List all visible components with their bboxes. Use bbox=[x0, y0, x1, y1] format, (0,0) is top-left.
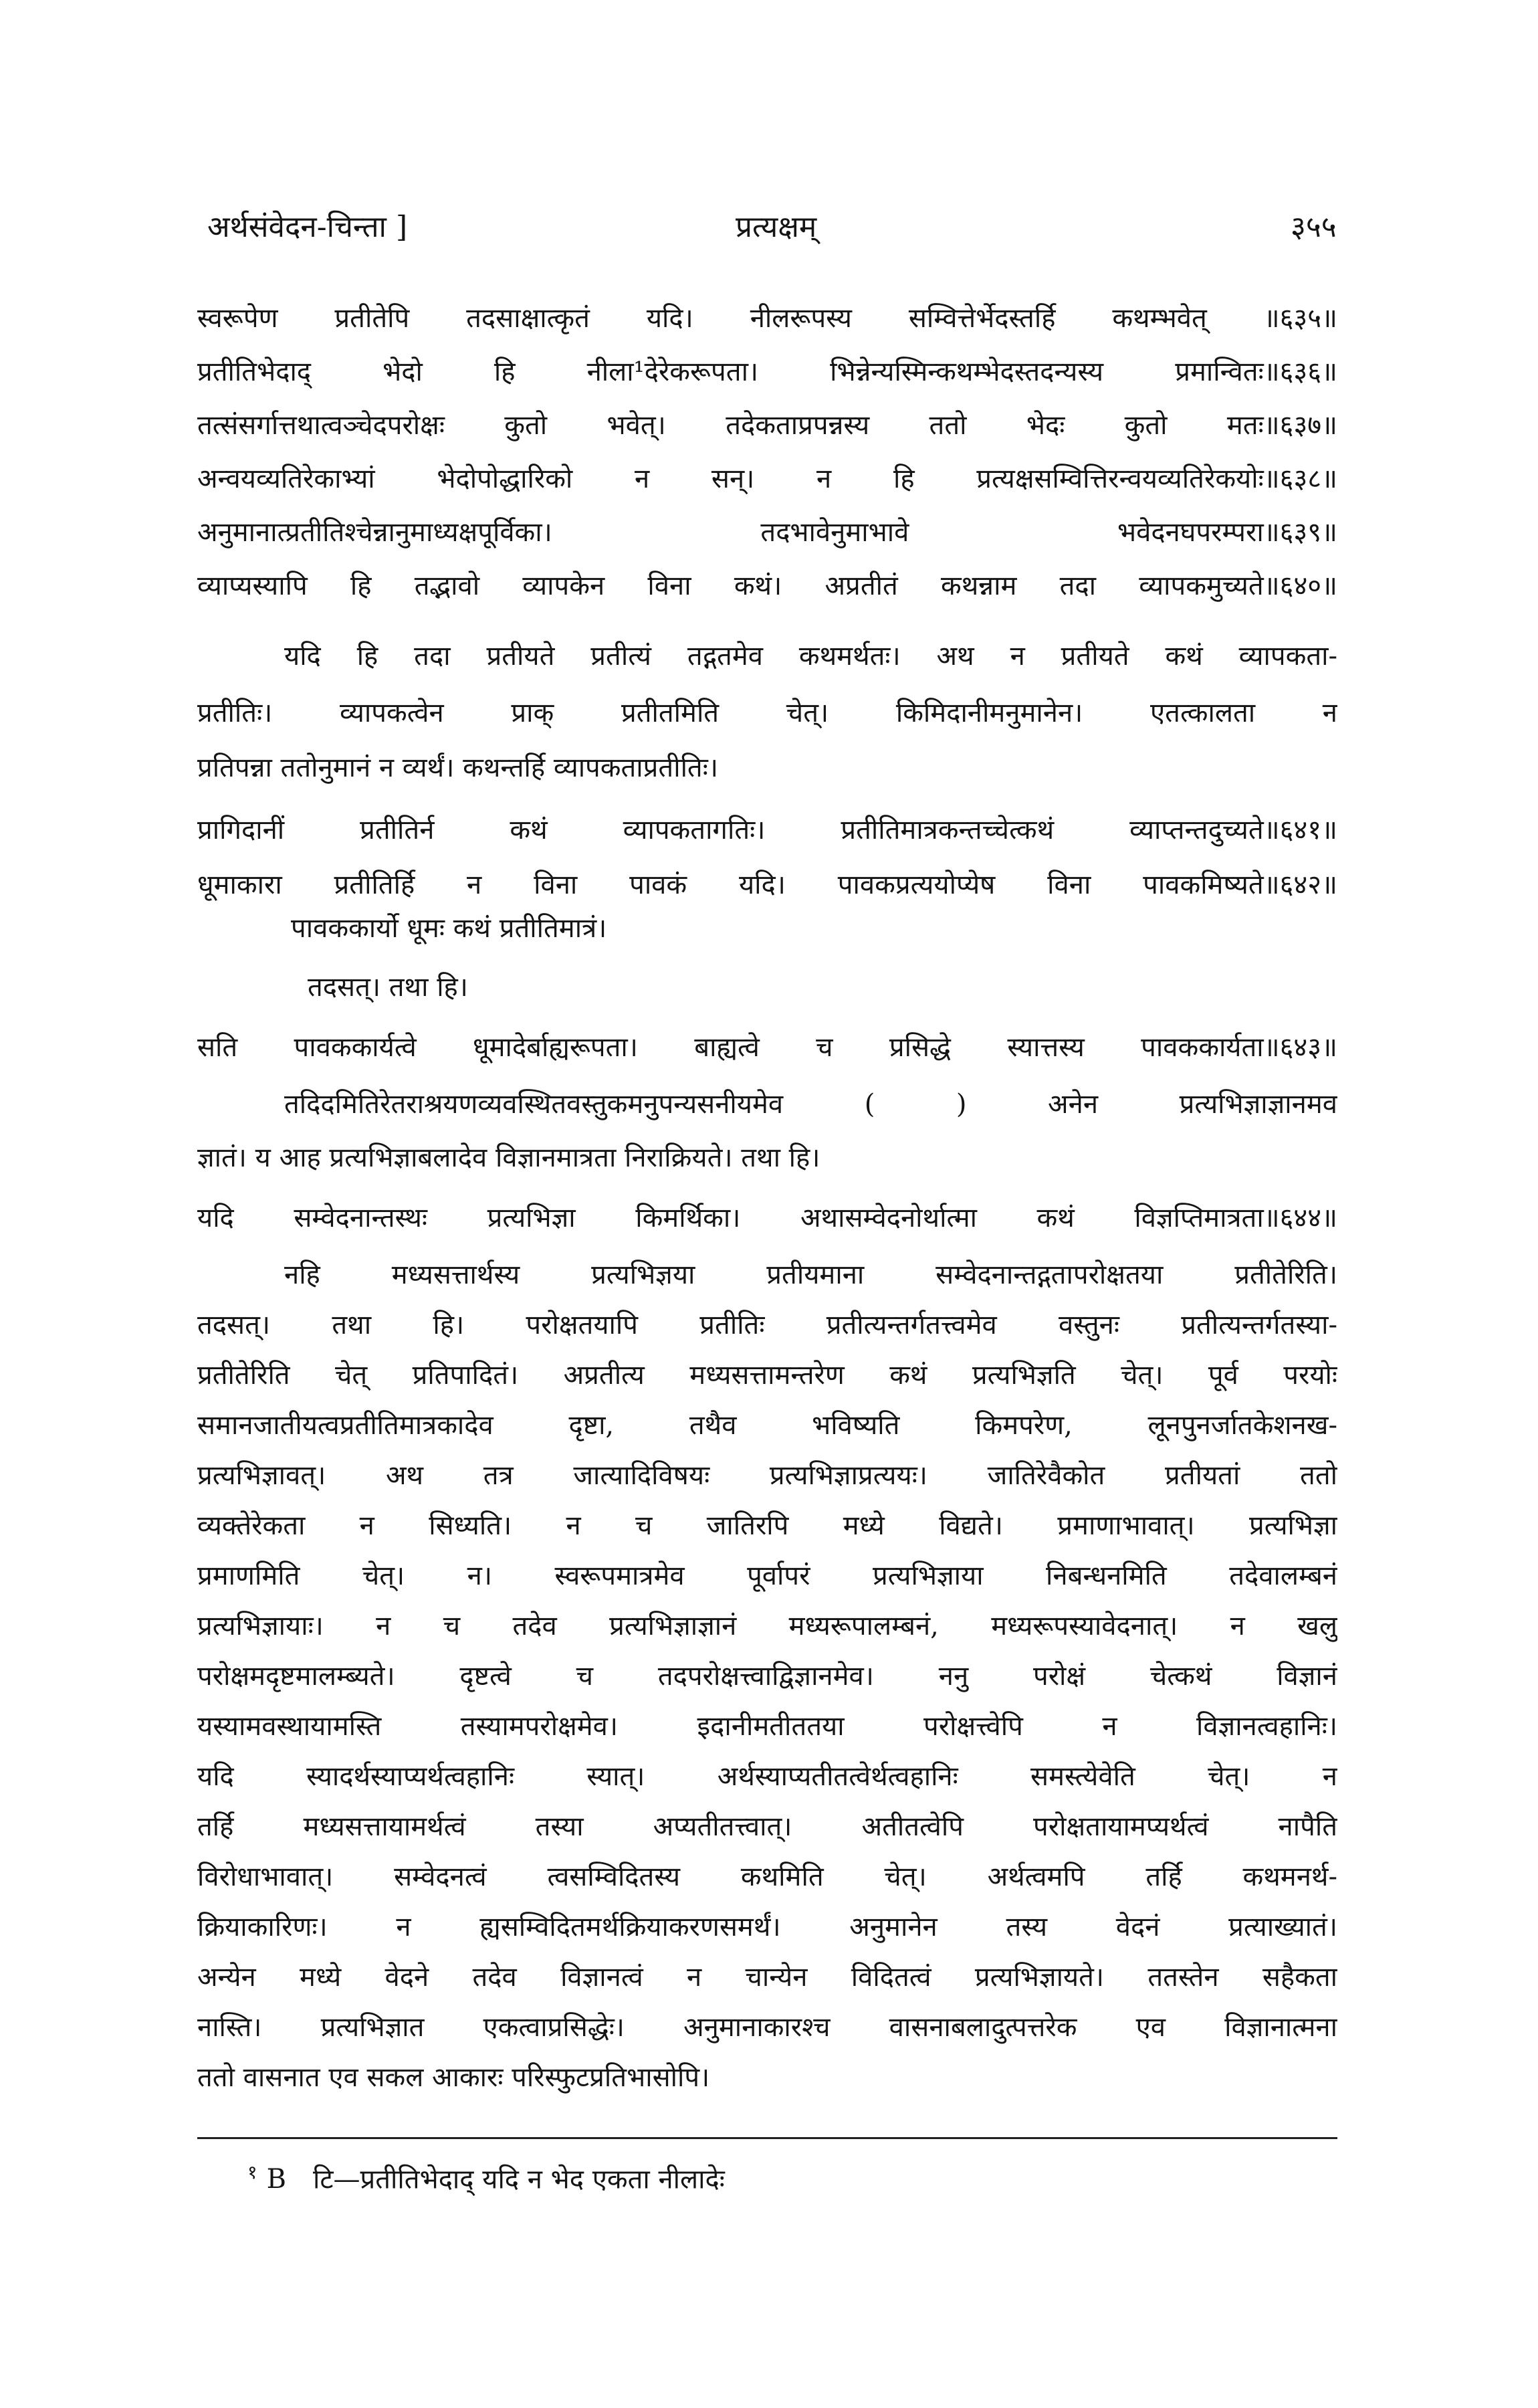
prose-line: परोक्षमदृष्टमालम्ब्यते। दृष्टत्वे च तदपरोक्षत्त्वाद्विज्ञानमेव। ननु परोक्षं चेत्कथं विज्ञानं bbox=[197, 1661, 1337, 1692]
verse-line: यदि सम्वेदनान्तस्थः प्रत्यभिज्ञा किमर्थिका। अथासम्वेदनोर्थात्मा कथं विज्ञप्तिमात्रता॥६४४॥ bbox=[197, 1203, 1337, 1233]
verse-line: सति पावककार्यत्वे धूमादेर्बाह्यरूपता। बाह्यत्वे च प्रसिद्धे स्यात्तस्य पावककार्यता॥६४३॥ bbox=[197, 1032, 1337, 1063]
running-head-title: प्रत्यक्षम् bbox=[736, 210, 817, 244]
prose-line: नास्ति। प्रत्यभिज्ञात एकत्वाप्रसिद्धेः। अनुमानाकारश्च वासनाबलादुत्पत्तरेक एव विज्ञानात्मना bbox=[197, 2012, 1337, 2043]
verse-line: व्याप्यस्यापि हि तद्भावो व्यापकेन विना कथं। अप्रतीतं कथन्नाम तदा व्यापकमुच्यते॥६४०॥ bbox=[197, 571, 1337, 601]
prose-line: प्रतीतिः। व्यापकत्वेन प्राक् प्रतीतमिति चेत्। किमिदानीमनुमानेन। एतत्कालता न bbox=[197, 698, 1337, 728]
verse-line: अन्वयव्यतिरेकाभ्यां भेदोपोद्धारिको न सन्। न हि प्रत्यक्षसम्वित्तिरन्वयव्यतिरेकयोः॥६३८॥ bbox=[197, 464, 1337, 494]
prose-line: तदिदमितिरेतराश्रयणव्यवस्थितवस्तुकमनुपन्यसनीयमेव ( ) अनेन प्रत्यभिज्ञाज्ञानमव bbox=[284, 1089, 1337, 1120]
prose-line: विरोधाभावात्। सम्वेदनत्वं त्वसम्विदितस्य कथमिति चेत्। अर्थत्वमपि तर्हि कथमनर्थ- bbox=[197, 1862, 1337, 1892]
footnote-text: टि—प्रतीतिभेदाद् यदि न भेद एकता नीलादेः bbox=[312, 2164, 725, 2195]
prose-line: यदि स्यादर्थस्याप्यर्थत्वहानिः स्यात्। अर्थस्याप्यतीतत्वेर्थत्वहानिः समस्त्येवेति चेत्। न bbox=[197, 1761, 1337, 1792]
page-number: ३५५ bbox=[1291, 210, 1337, 244]
footnote bbox=[247, 2155, 725, 2197]
prose-line: यस्यामवस्थायामस्ति तस्यामपरोक्षमेव। इदानीमतीततया परोक्षत्त्वेपि न विज्ञानत्वहानिः। bbox=[197, 1711, 1337, 1742]
prose-line: प्रतिपन्ना ततोनुमानं न व्यर्थं। कथन्तर्हि व्यापकताप्रतीतिः। bbox=[197, 752, 718, 783]
prose-line: प्रत्यभिज्ञायाः। न च तदेव प्रत्यभिज्ञाज्ञानं मध्यरूपालम्बनं, मध्यरूपस्यावेदनात्। न खलु bbox=[197, 1611, 1337, 1641]
prose-line: यदि हि तदा प्रतीयते प्रतीत्यं तद्गतमेव कथमर्थतः। अथ न प्रतीयते कथं व्यापकता- bbox=[284, 641, 1337, 672]
prose-line: तदसत्। तथा हि। परोक्षतयापि प्रतीतिः प्रतीत्यन्तर्गतत्त्वमेव वस्तुनः प्रतीत्यन्तर्गतस्या- bbox=[197, 1310, 1337, 1340]
prose-line: तदसत्। तथा हि। bbox=[308, 972, 468, 1003]
verse-line: स्वरूपेण प्रतीतेपि तदसाक्षात्कृतं यदि। नीलरूपस्य सम्वित्तेर्भेदस्तर्हि कथम्भवेत् ॥६३५॥ bbox=[197, 303, 1337, 334]
prose-line: प्रतीतेरिति चेत् प्रतिपादितं। अप्रतीत्य मध्यसत्तामन्तरेण कथं प्रत्यभिज्ञति चेत्। पूर्व परयोः bbox=[197, 1360, 1337, 1391]
footnote-source: B bbox=[266, 2164, 286, 2195]
prose-line: प्रत्यभिज्ञावत्। अथ तत्र जात्यादिविषयः प्रत्यभिज्ञाप्रत्ययः। जातिरेवैकोत प्रतीयतां ततो bbox=[197, 1460, 1337, 1491]
prose-line: क्रियाकारिणः। न ह्यसम्विदितमर्थक्रियाकरणसमर्थं। अनुमानेन तस्य वेदनं प्रत्याख्यातं। bbox=[197, 1912, 1337, 1942]
running-head-section: अर्थसंवेदन-चिन्ता ] bbox=[207, 210, 408, 244]
prose-line: प्रमाणमिति चेत्। न। स्वरूपमात्रमेव पूर्वापरं प्रत्यभिज्ञाया निबन्धनमिति तदेवालम्बनं bbox=[197, 1561, 1337, 1591]
verse-line: प्रतीतिभेदाद् भेदो हि नीला¹देरेकरूपता। भिन्नेन्यस्मिन्कथम्भेदस्तदन्यस्य प्रमान्वितः॥६३६॥ bbox=[197, 357, 1337, 387]
verse-line: अनुमानात्प्रतीतिश्चेन्नानुमाध्यक्षपूर्विका। तदभावेनुमाभावे भवेदनघपरम्परा॥६३९॥ bbox=[197, 517, 1337, 548]
verse-line: तत्संसर्गात्तथात्वञ्चेदपरोक्षः कुतो भवेत्। तदेकताप्रपन्नस्य ततो भेदः कुतो मतः॥६३७॥ bbox=[197, 410, 1337, 441]
footnote-mark: १ bbox=[247, 2161, 257, 2183]
prose-line: तर्हि मध्यसत्तायामर्थत्वं तस्या अप्यतीतत्त्वात्। अतीतत्वेपि परोक्षतायामप्यर्थत्वं नापैति bbox=[197, 1811, 1337, 1842]
prose-line: नहि मध्यसत्तार्थस्य प्रत्यभिज्ञया प्रतीयमाना सम्वेदनान्तद्गतापरोक्षतया प्रतीतेरिति। bbox=[284, 1260, 1337, 1290]
footnote-rule bbox=[197, 2137, 1337, 2139]
prose-line: पावककार्यो धूमः कथं प्रतीतिमात्रं। bbox=[291, 913, 607, 944]
prose-line: समानजातीयत्वप्रतीतिमात्रकादेव दृष्टा, तथैव भविष्यति किमपरेण, लूनपुनर्जातकेशनख- bbox=[197, 1410, 1337, 1441]
verse-line: प्रागिदानीं प्रतीतिर्न कथं व्यापकतागतिः। प्रतीतिमात्रकन्तच्चेत्कथं व्याप्तन्तदुच्यते॥६४१॥ bbox=[197, 815, 1337, 845]
prose-line: ततो वासनात एव सकल आकारः परिस्फुटप्रतिभासोपि। bbox=[197, 2062, 710, 2093]
verse-line: धूमाकारा प्रतीतिर्हि न विना पावकं यदि। पावकप्रत्ययोप्येष विना पावकमिष्यते॥६४२॥ bbox=[197, 870, 1337, 900]
prose-line: ज्ञातं। य आह प्रत्यभिज्ञाबलादेव विज्ञानमात्रता निराक्रियते। तथा हि। bbox=[197, 1142, 820, 1173]
prose-line: व्यक्तेरेकता न सिध्यति। न च जातिरपि मध्ये विद्यते। प्रमाणाभावात्। प्रत्यभिज्ञा bbox=[197, 1510, 1337, 1541]
prose-line: अन्येन मध्ये वेदने तदेव विज्ञानत्वं न चान्येन विदितत्वं प्रत्यभिज्ञायते। ततस्तेन सहैकता bbox=[197, 1962, 1337, 1993]
